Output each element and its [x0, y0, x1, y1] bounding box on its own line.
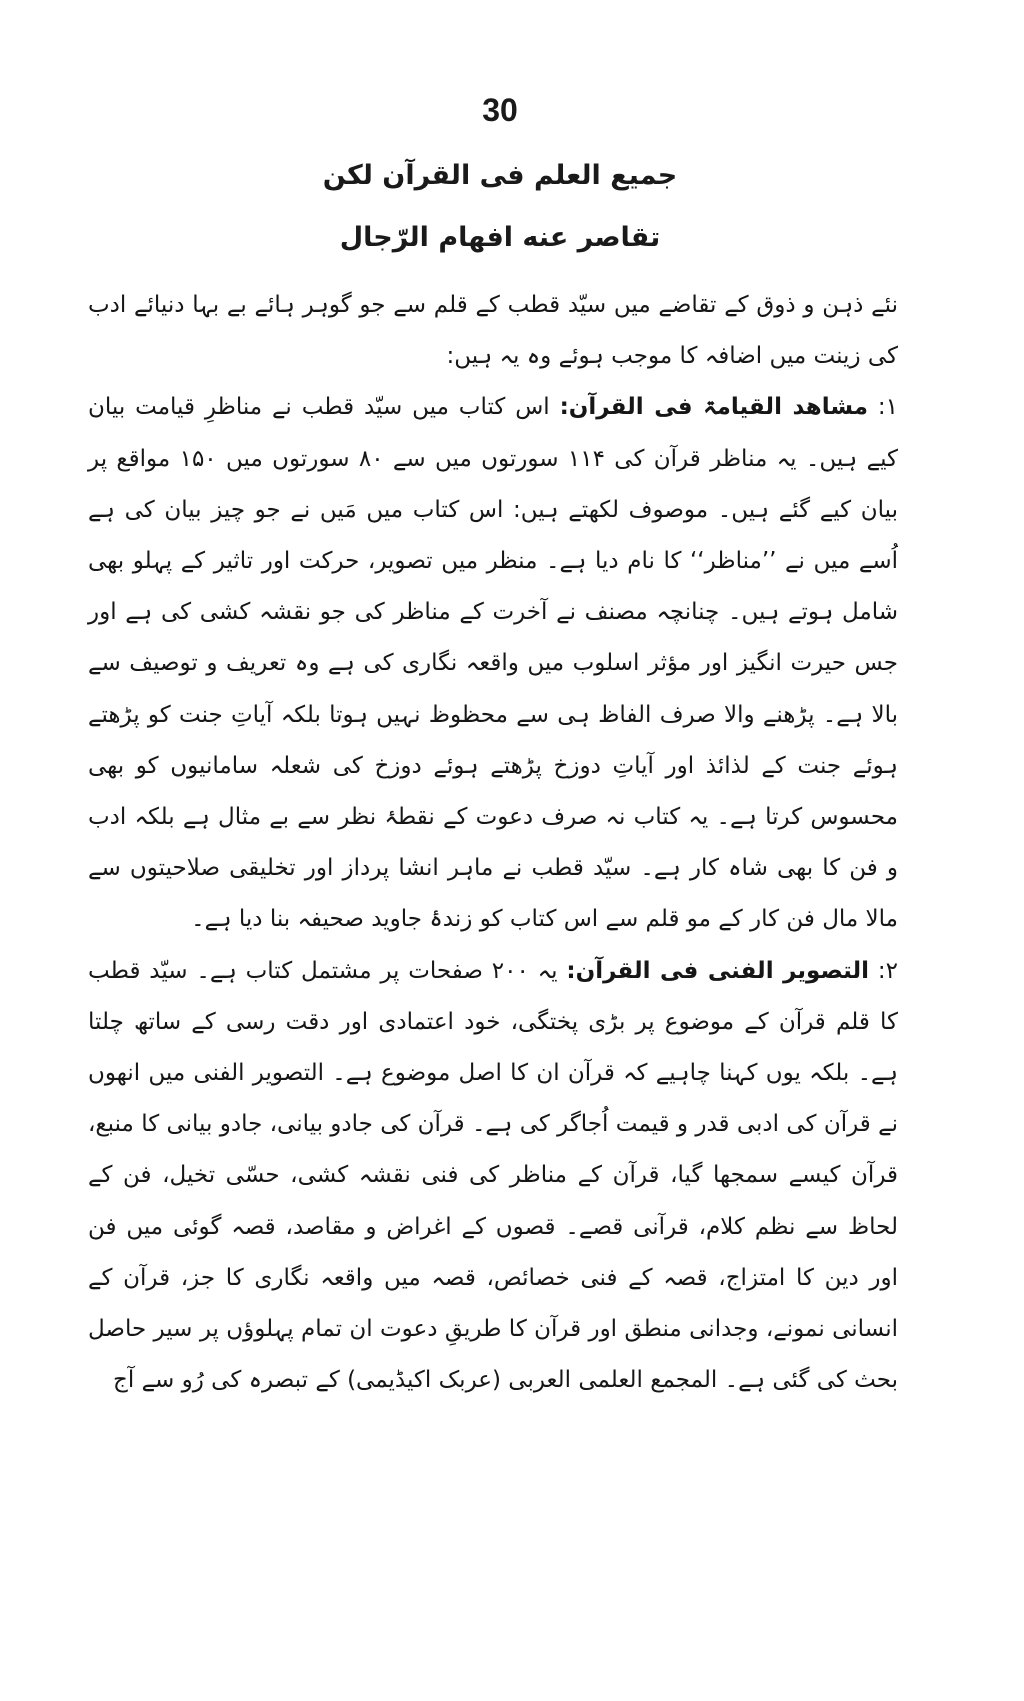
item-2-title: التصویر الفنی فی القرآن: [566, 957, 870, 984]
item-1-paragraph [88, 382, 898, 945]
item-1-number: ۱: [877, 394, 899, 421]
item-1-title: مشاھد القیامۃ فی القرآن: [559, 394, 869, 421]
intro-paragraph: نئے ذہن و ذوق کے تقاضے میں سیّد قطب کے قلم سے جو گوہر ہائے بے بہا دنیائے ادب کی زینت میں اضافہ کا موجب ہوئے وہ یہ ہیں: [88, 292, 898, 370]
couplet-line-2: تقاصر عنه افهام الرّجال [339, 222, 661, 253]
item-1-text: اس کتاب میں سیّد قطب نے مناظرِ قیامت بیان کیے ہیں۔ یہ مناظر قرآن کی ۱۱۴ سورتوں میں سے ۸۰ سورتوں میں ۱۵۰ مواقع پر بیان کیے گئے ہیں۔ موصوف لکھتے ہیں: اس کتاب میں مَیں نے جو چیز بیان کی ہے اُسے میں نے ’’مناظر‘‘ کا نام دیا ہے۔ منظر میں تصویر، حرکت اور تاثیر کے پہلو بھی شامل ہوتے ہیں۔ چنانچہ مصنف نے آخرت کے مناظر کی جو نقشہ کشی کی ہے اور جس حیرت انگیز اور مؤثر اسلوب میں واقعہ نگاری کی ہے وہ تعریف و توصیف سے بالا ہے۔ پڑھنے والا صرف الفاظ ہی سے محظوظ نہیں ہوتا بلکہ آیاتِ جنت کو پڑھتے ہوئے جنت کے لذائذ اور آیاتِ دوزخ پڑھتے ہوئے دوزخ کی شعلہ سامانیوں کو بھی محسوس کرتا ہے۔ یہ کتاب نہ صرف دعوت کے نقطۂ نظر سے بے مثال ہے بلکہ ادب و فن کا بھی شاہ کار ہے۔ سیّد قطب نے ماہر انشا پرداز اور تخلیقی صلاحیتوں سے مالا مال فن کار کے مو قلم سے اس کتاب کو زندۂ جاوید صحیفہ بنا دیا ہے۔ [88, 394, 898, 933]
body-text [88, 280, 898, 1406]
item-2-text: یہ ۲۰۰ صفحات پر مشتمل کتاب ہے۔ سیّد قطب کا قلم قرآن کے موضوع پر بڑی پختگی، خود اعتمادی اور دقت رسی کے ساتھ چلتا ہے۔ بلکہ یوں کہنا چاہیے کہ قرآن ان کا اصل موضوع ہے۔ التصویر الفنی میں انھوں نے قرآن کی ادبی قدر و قیمت اُجاگر کی ہے۔ قرآن کی جادو بیانی، جادو بیانی کا منبع، قرآن کیسے سمجھا گیا، قرآن کے مناظر کی فنی نقشہ کشی، حسّی تخیل، فن کے لحاظ سے نظم کلام، قرآنی قصے۔ قصوں کے اغراض و مقاصد، قصہ گوئی میں فن اور دین کا امتزاج، قصہ کے فنی خصائص، قصہ میں واقعہ نگاری کا جز، قرآن کے انسانی نمونے، وجدانی منطق اور قرآن کا طریقِ دعوت ان تمام پہلوؤں پر سیر حاصل بحث کی گئی ہے۔ المجمع العلمی العربی (عربک اکیڈیمی) کے تبصرہ کی رُو سے آج [88, 957, 898, 1394]
item-2-number: ۲: [877, 957, 898, 984]
item-2-paragraph [88, 946, 898, 1407]
page-number: 30 [482, 92, 518, 128]
couplet-line-1: جمیع العلم فی القرآن لکن [322, 160, 678, 191]
